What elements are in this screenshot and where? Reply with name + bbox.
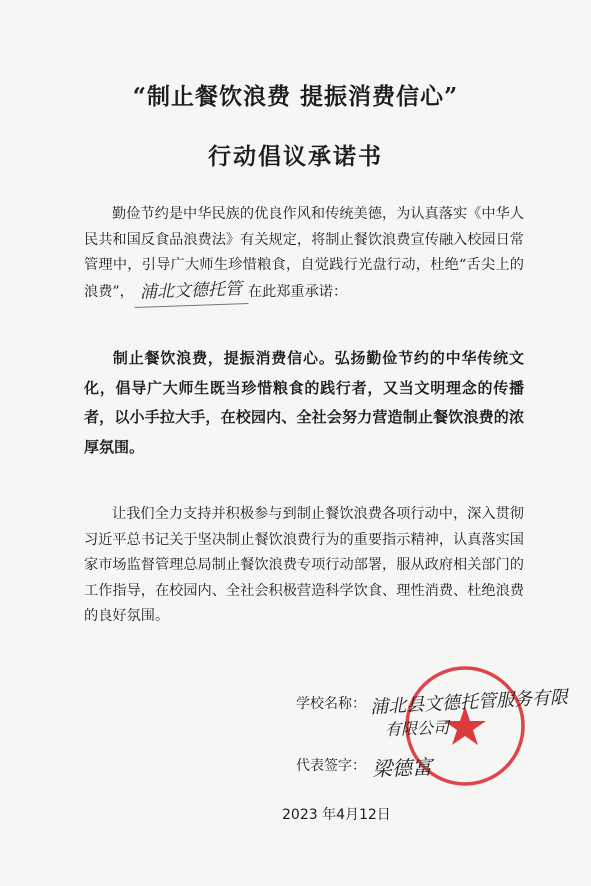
- document-date: 2023 年4月12日: [282, 807, 391, 823]
- document-title: “制止餐饮浪费 提振消费信心”: [132, 83, 459, 110]
- handwritten-signature: 梁德富: [371, 754, 433, 782]
- representative-label: 代表签字：: [296, 758, 366, 774]
- handwritten-school-name: 浦北县文德托管服务有限: [369, 686, 569, 719]
- paragraph-intro-text-a: 勤俭节约是中华民族的优良作风和传统美德，为认真落实《中华人民共和国反食品浪费法》有关规定，将制止餐饮浪费宣传融入校园日常管理中，引导广大师生珍惜粮食，自觉践行光盘行动，杜绝“舌尖上的浪费”，: [84, 206, 524, 300]
- paragraph-action-text: 让我们全力支持并积极参与到制止餐饮浪费各项行动中，深入贯彻习近平总书记关于坚决制止餐饮浪费行为的重要指示精神，认真落实国家市场监督管理总局制止餐饮浪费专项行动部署，服从政府相关部门的工作指导，在校园内、全社会积极营造科学饮食、理性消费、杜绝浪费的良好氛围。: [84, 506, 524, 624]
- paragraph-action: [84, 502, 524, 630]
- paragraph-commitment: [84, 344, 524, 462]
- paragraph-intro: [84, 202, 524, 305]
- school-name-label: 学校名称：: [296, 696, 366, 712]
- paragraph-intro-text-b: 在此郑重承诺：: [247, 283, 348, 300]
- document-subtitle: 行动倡议承诺书: [208, 143, 383, 170]
- handwritten-school-name-line2: 有限公司: [384, 717, 450, 740]
- paragraph-commitment-text: 制止餐饮浪费，提振消费信心。弘扬勤俭节约的中华传统文化，倡导广大师生既当珍惜粮食的践行者，又当文明理念的传播者，以小手拉大手，在校园内、全社会努力营造制止餐饮浪费的浓厚氛围。: [84, 349, 524, 456]
- handwritten-fill-name: 浦北文德托管: [133, 277, 248, 307]
